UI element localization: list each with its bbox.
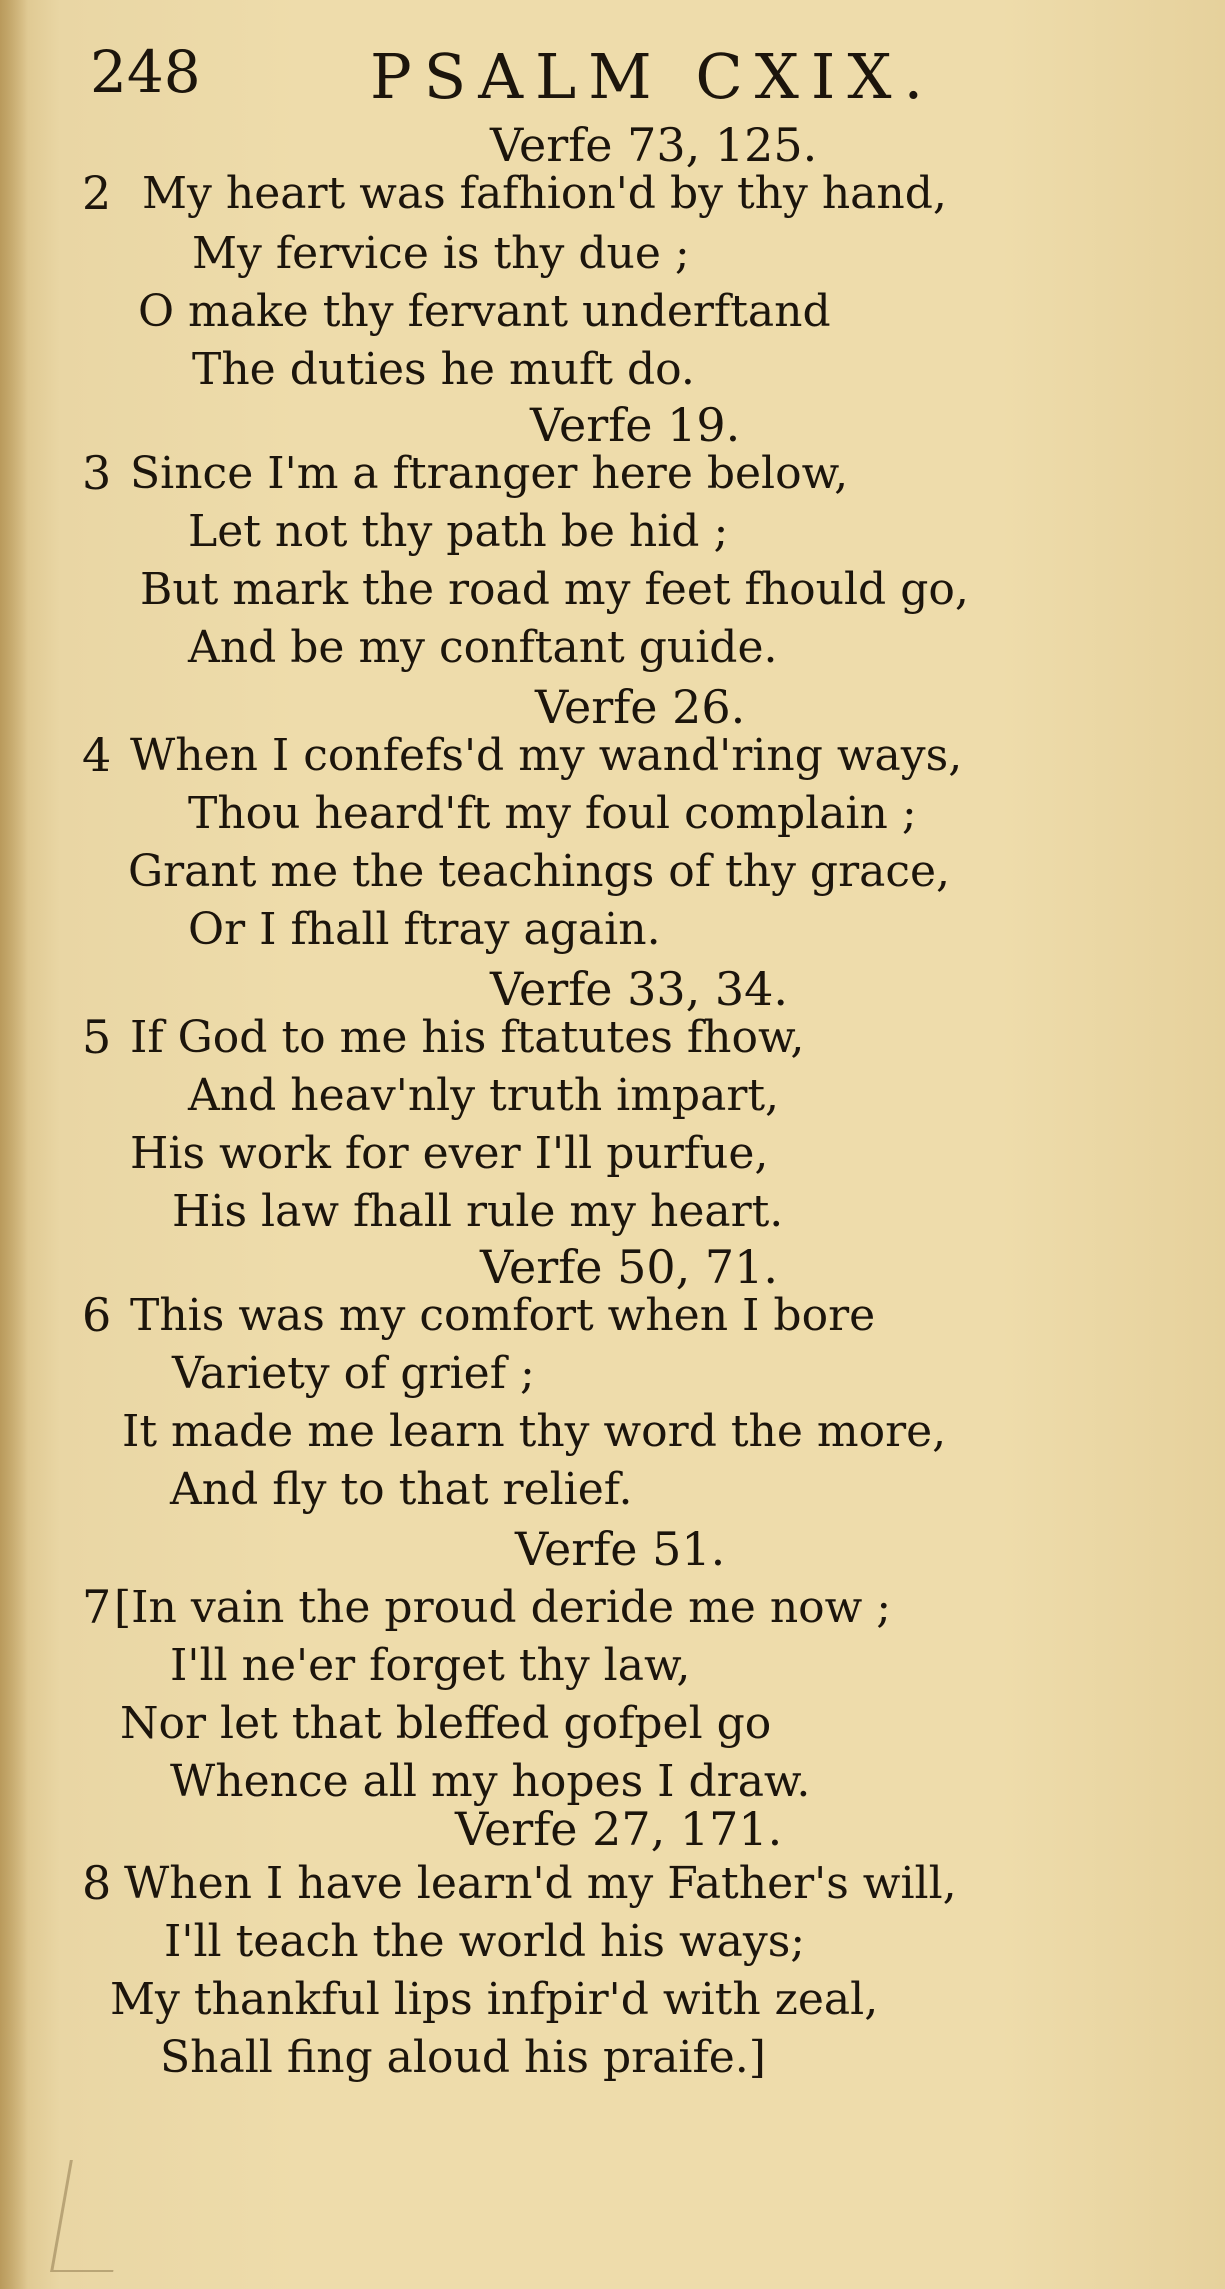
verse-line: I'll teach the world his ways; [164, 1916, 806, 1967]
stanza-number: 4 [82, 728, 112, 782]
verse-line: And fly to that relief. [170, 1464, 633, 1515]
verse-line: Nor let that bleffed gofpel go [120, 1698, 772, 1749]
stanza-number: 6 [82, 1288, 112, 1342]
verse-line: But mark the road my feet fhould go, [140, 564, 969, 615]
verse-line: Whence all my hopes I draw. [170, 1756, 811, 1807]
verse-line: O make thy fervant underftand [138, 286, 831, 337]
verse-line: The duties he muft do. [192, 344, 695, 395]
verse-reference: Verfe 73, 125. [490, 118, 818, 172]
verse-line: His work for ever I'll purfue, [130, 1128, 769, 1179]
verse-line: Thou heard'ft my foul complain ; [188, 788, 917, 839]
verse-line: [In vain the proud deride me now ; [114, 1582, 892, 1633]
verse-line: If God to me his ftatutes fhow, [130, 1012, 805, 1063]
page-header [0, 30, 1225, 120]
verse-line: My thankful lips infpir'd with zeal, [110, 1974, 879, 2025]
stanza-number: 5 [82, 1010, 112, 1064]
stanza-number: 3 [82, 446, 112, 500]
verse-line: Grant me the teachings of thy grace, [128, 846, 951, 897]
stanza-number: 8 [82, 1856, 112, 1910]
verse-line: Or I fhall ftray again. [188, 904, 661, 955]
verse-reference: Verfe 33, 34. [490, 962, 789, 1016]
page-number: 248 [90, 38, 201, 106]
verse-reference: Verfe 19. [530, 398, 741, 452]
verse-line: Variety of grief ; [172, 1348, 535, 1399]
running-title: PSALM CXIX. [370, 40, 936, 113]
verse-reference: Verfe 27, 171. [455, 1802, 783, 1856]
verse-line: It made me learn thy word the more, [122, 1406, 947, 1457]
verse-line: My heart was fafhion'd by thy hand, [142, 168, 947, 219]
verse-line: And be my conftant guide. [188, 622, 778, 673]
verse-reference: Verfe 26. [535, 680, 746, 734]
verse-line: Let not thy path be hid ; [188, 506, 729, 557]
verse-line: His law fhall rule my heart. [172, 1186, 784, 1237]
verse-line: When I have learn'd my Father's will, [124, 1858, 957, 1909]
verse-line: My fervice is thy due ; [192, 228, 690, 279]
verse-line: Shall fing aloud his praife.] [160, 2032, 766, 2083]
verse-line: And heav'nly truth impart, [188, 1070, 780, 1121]
verse-line: Since I'm a ftranger here below, [130, 448, 849, 499]
verse-line: This was my comfort when I bore [130, 1290, 876, 1341]
paper-crease-mark [50, 2160, 133, 2272]
stanza-number: 7 [82, 1580, 112, 1634]
page-gutter-shadow [0, 0, 28, 2289]
verse-line: When I confefs'd my wand'ring ways, [130, 730, 963, 781]
verse-reference: Verfe 50, 71. [480, 1240, 779, 1294]
verse-reference: Verfe 51. [515, 1522, 726, 1576]
stanza-number: 2 [82, 166, 112, 220]
verse-line: I'll ne'er forget thy law, [170, 1640, 691, 1691]
